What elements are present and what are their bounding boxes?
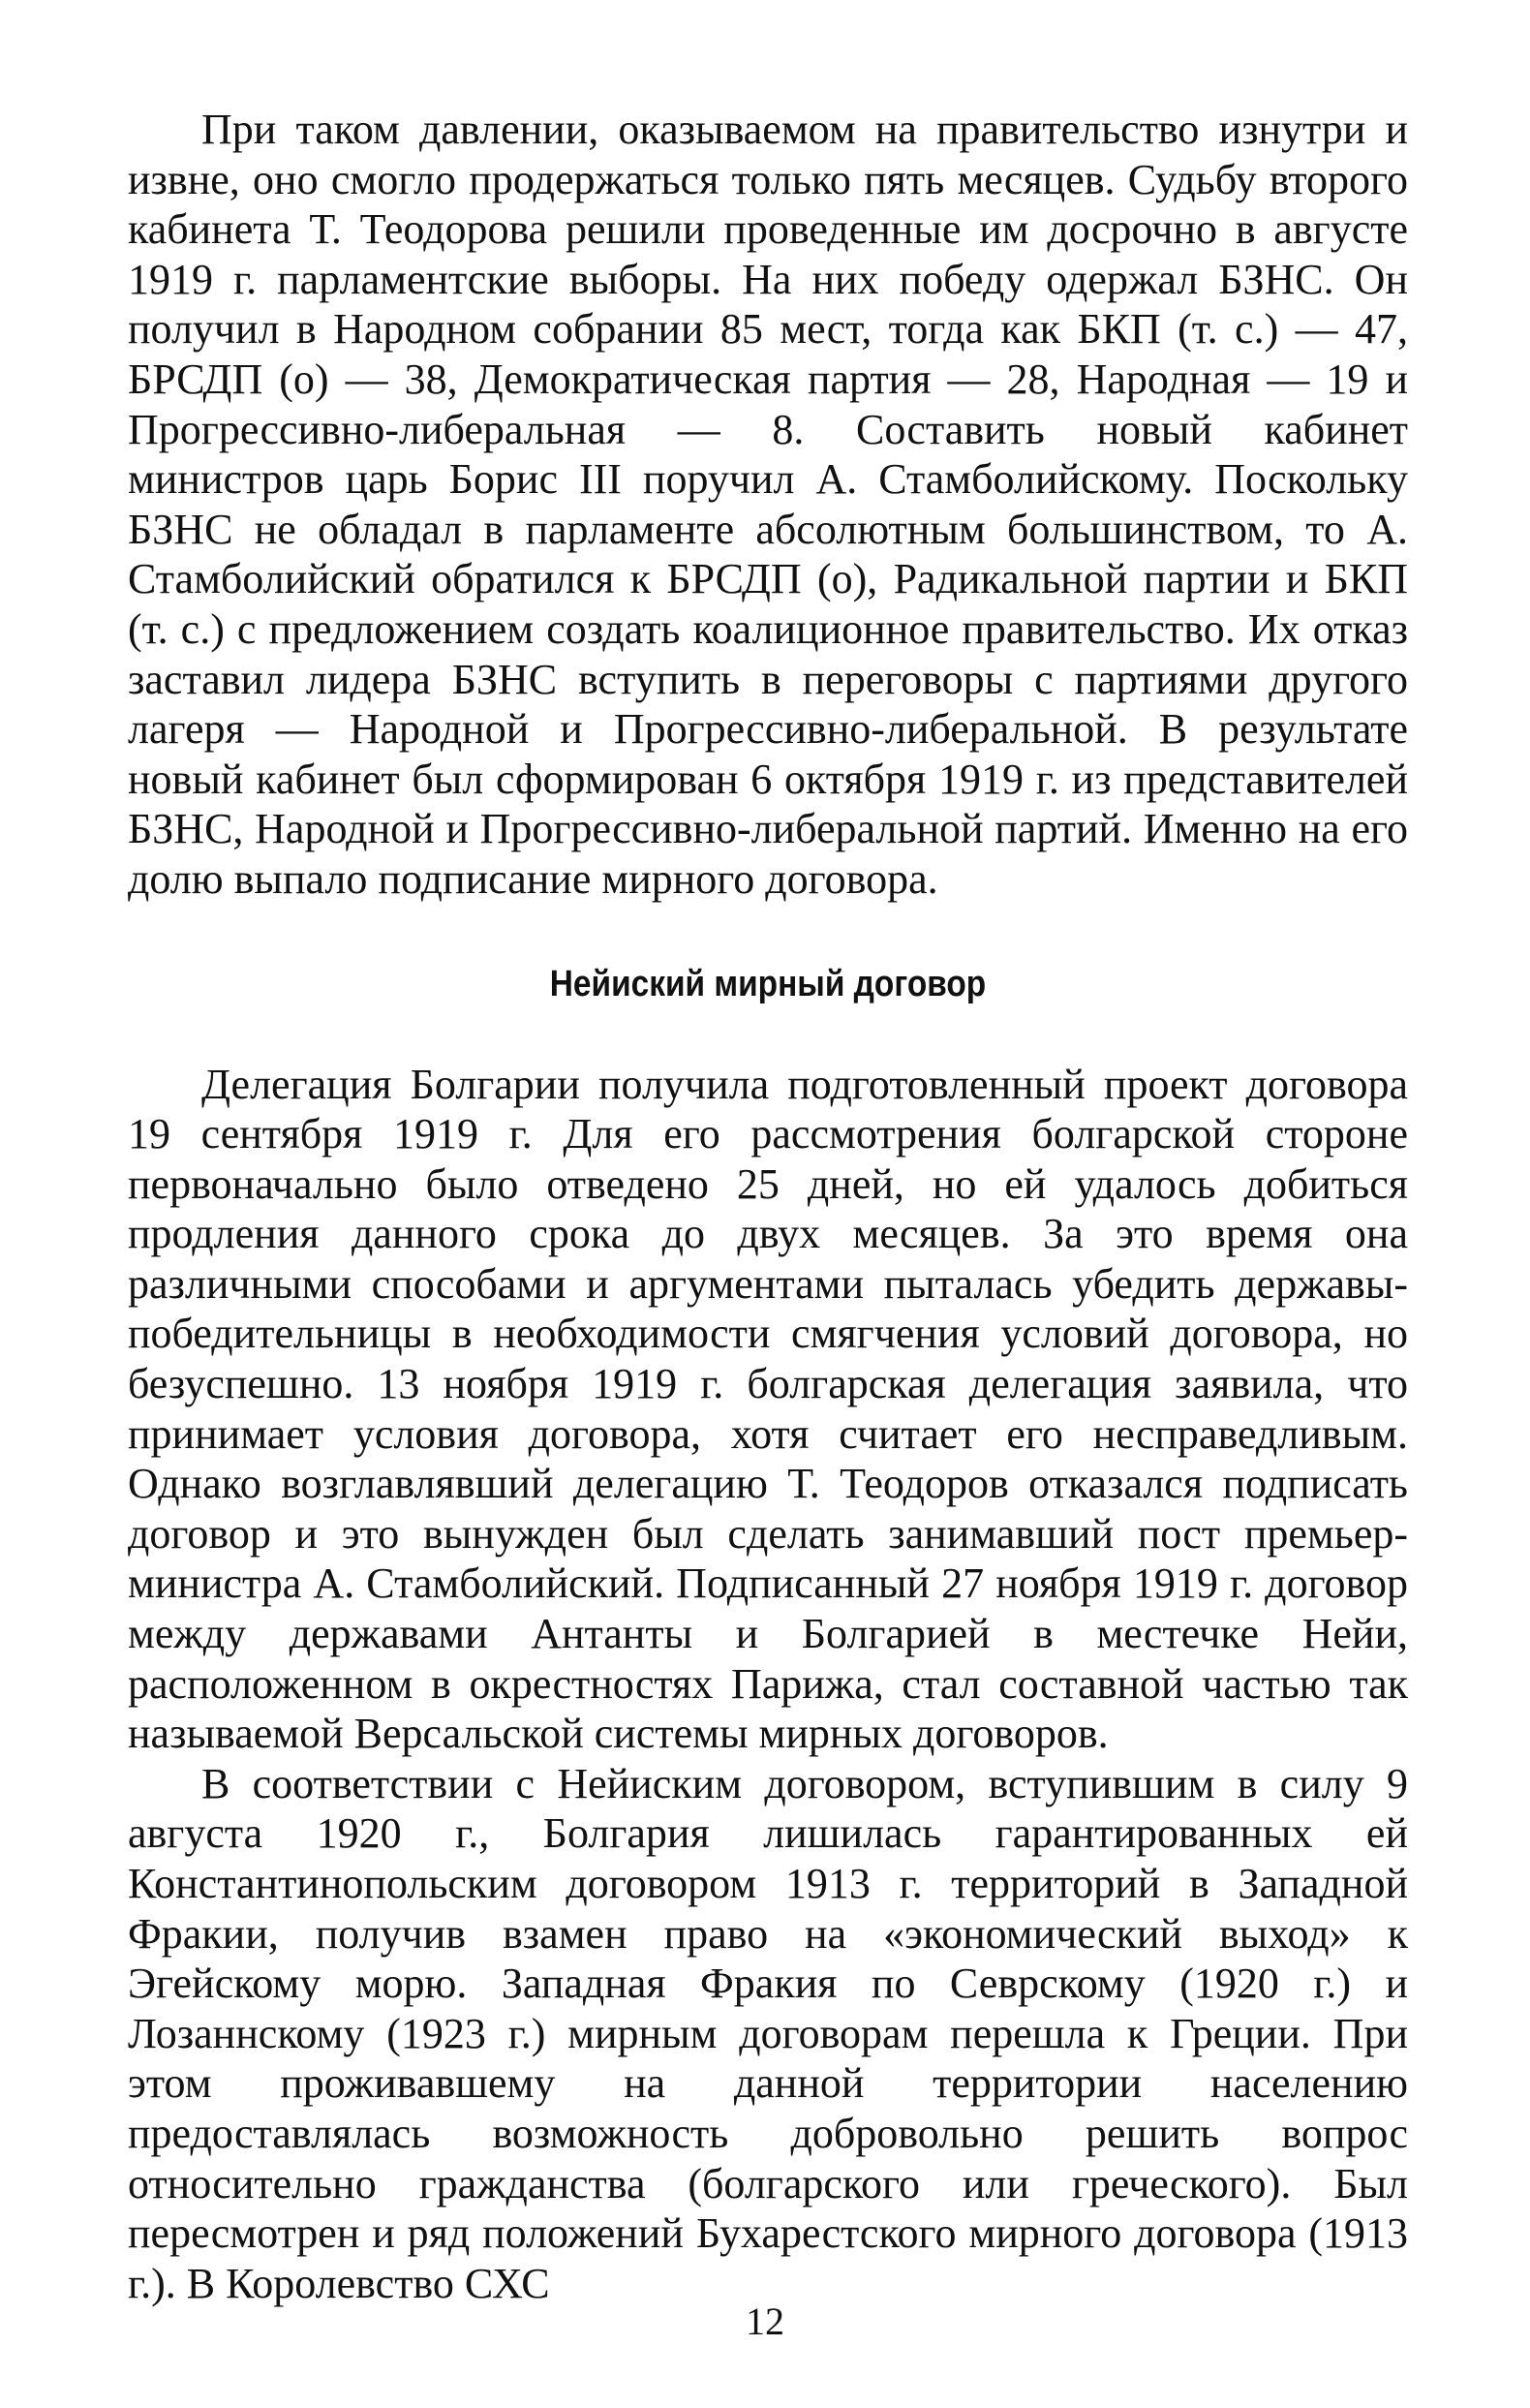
paragraph-treaty-signing: Делегация Болгарии получила подготовленный проект договора 19 сентября 1919 г. Для его рассмотрения болгарской стороне первоначально было отведено 25 дней, но ей удалось добиться продления данного срока до двух месяцев. За это время она различными способами и аргументами пыталась убедить державы-победительницы в необходимости смягчения условий договора, но безуспешно. 13 ноября 1919 г. болгарская делегация заявила, что принимает условия договора, хотя считает его несправедливым. Однако возглавлявший делегацию Т. Теодоров отказался подписать договор и это вынужден был сделать занимавший пост премьер-министра А. Стамболийский. Подписанный 27 ноября 1919 г. договор между державами Антанты и Болгарией в местечке Нейи, расположенном в окрестностях Парижа, стал составной частью так называемой Версальской системы мирных договоров. — [128, 1060, 1408, 1758]
paragraph-government-elections: При таком давлении, оказываемом на правительство изнутри и извне, оно смогло продержаться только пять месяцев. Судьбу второго кабинета Т. Теодорова решили проведенные им досрочно в августе 1919 г. парламентские выборы. На них победу одержал БЗНС. Он получил в Народном собрании 85 мест, тогда как БКП (т. с.) — 47, БРСДП (о) — 38, Демократическая партия — 28, Народная — 19 и Прогрессивно-либеральная — 8. Составить новый кабинет министров царь Борис III поручил А. Стамболийскому. Поскольку БЗНС не обладал в парламенте абсолютным большинством, то А. Стамболийский обратился к БРСДП (о), Радикальной партии и БКП (т. с.) с предложением создать коалиционное правительство. Их отказ заставил лидера БЗНС вступить в переговоры с партиями другого лагеря — Народной и Прогрессивно-либеральной. В результате новый кабинет был сформирован 6 октября 1919 г. из представителей БЗНС, Народной и Прогрессивно-либеральной партий. Именно на его долю выпало подписание мирного договора. — [128, 106, 1408, 903]
section-heading: Нейиский мирный договор — [549, 963, 987, 1004]
page-number: 12 — [746, 2300, 784, 2343]
page-body — [128, 105, 1408, 2308]
paragraph-treaty-terms: В соответствии с Нейиским договором, вступившим в силу 9 августа 1920 г., Болгария лишилась гарантированных ей Константинопольским договором 1913 г. территорий в Западной Фракии, получив взамен право на «экономический выход» к Эгейскому морю. Западная Фракия по Севрскому (1920 г.) и Лозаннскому (1923 г.) мирным договорам перешла к Греции. При этом проживавшему на данной территории населению предоставлялась возможность добровольно решить вопрос относительно гражданства (болгарского или греческого). Был пересмотрен и ряд положений Бухарестского мирного договора (1913 г.). В Королевство СХС — [128, 1759, 1408, 2307]
